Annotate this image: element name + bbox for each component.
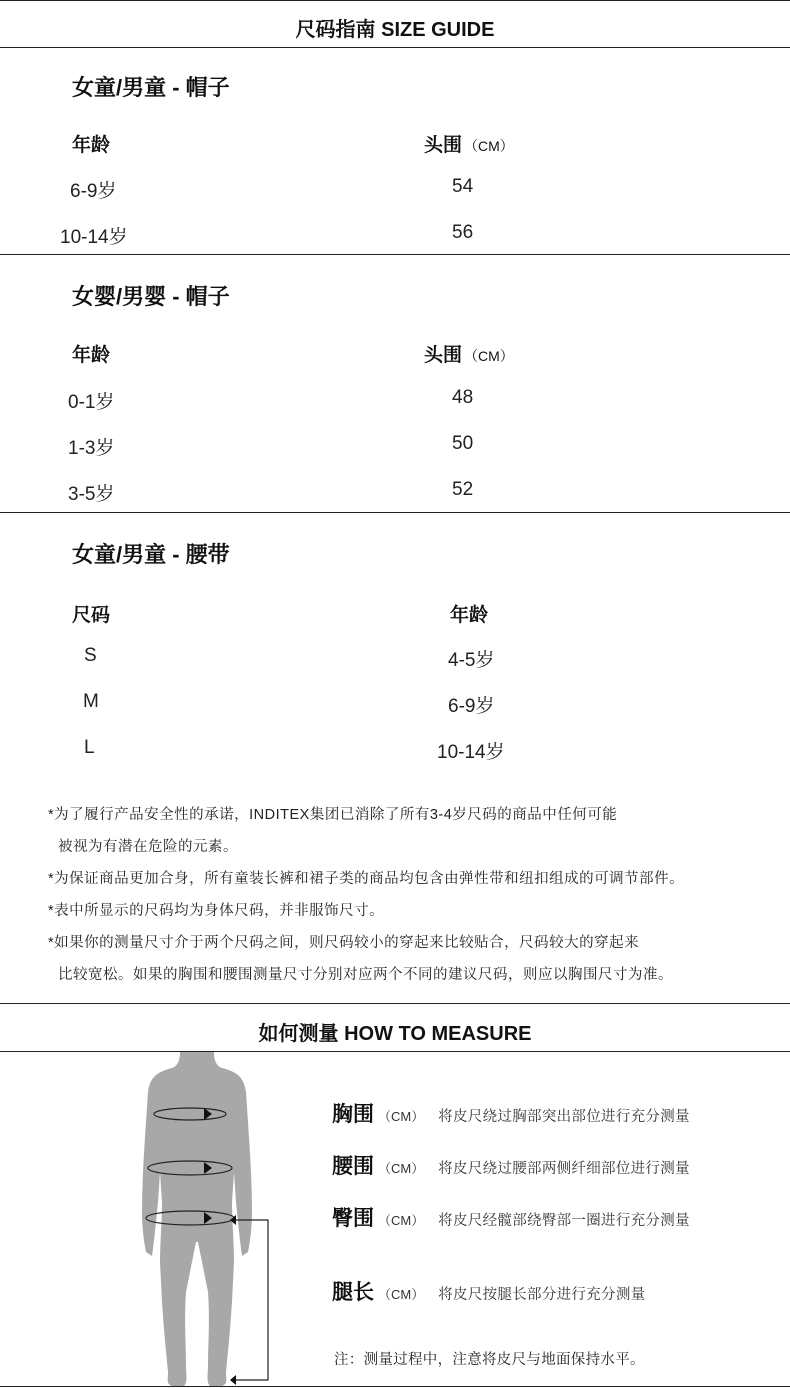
table-cell-size: S (84, 645, 97, 666)
table-cell-age: 4-5岁 (448, 650, 495, 671)
header-divider (0, 47, 790, 48)
section-divider (0, 512, 790, 513)
measure-desc: 将皮尺绕过胸部突出部位进行充分测量 (438, 1109, 690, 1125)
measure-unit: （CM） (378, 1213, 425, 1228)
measure-desc: 将皮尺经髋部绕臀部一圈进行充分测量 (438, 1213, 690, 1229)
table-cell-head: 52 (452, 479, 474, 500)
note-3: *表中所显示的尺码均为身体尺码，并非服饰尺寸。 (48, 903, 385, 919)
measure-desc: 将皮尺按腿长部分进行充分测量 (438, 1287, 646, 1303)
measure-unit: （CM） (378, 1161, 425, 1176)
table-cell-size: M (83, 691, 99, 712)
measure-name: 臀围 (332, 1207, 374, 1230)
how-to-measure-title: 如何测量 HOW TO MEASURE (258, 1023, 532, 1045)
measure-name: 腰围 (332, 1155, 374, 1178)
note-4-line-2: 比较宽松。如果的胸围和腰围测量尺寸分别对应两个不同的建议尺码，则应以胸围尺寸为准。 (58, 967, 673, 983)
section-divider (0, 254, 790, 255)
table-cell-age: 6-9岁 (70, 181, 117, 202)
unit-label: （CM） (464, 138, 514, 154)
table-cell-head: 48 (452, 387, 474, 408)
measure-footnote: 注：测量过程中，注意将皮尺与地面保持水平。 (334, 1352, 645, 1368)
table-cell-age: 10-14岁 (437, 742, 505, 763)
measure-unit: （CM） (378, 1109, 425, 1124)
table-cell-head: 50 (452, 433, 474, 454)
note-1-line-1: *为了履行产品安全性的承诺，INDITEX集团已消除了所有3-4岁尺码的商品中任何可能 (48, 807, 618, 823)
note-4-line-1: *如果你的测量尺寸介于两个尺码之间，则尺码较小的穿起来比较贴合，尺码较大的穿起来 (48, 935, 640, 951)
table-cell-size: L (84, 737, 95, 758)
baby-hats-head-header (424, 340, 514, 367)
measure-unit: （CM） (378, 1287, 425, 1302)
baby-hats-title: 女婴/男婴 - 帽子 (72, 284, 230, 309)
measure-desc: 将皮尺绕过腰部两侧纤细部位进行测量 (438, 1161, 690, 1177)
body-silhouette-icon (110, 1052, 280, 1388)
kids-hats-age-header: 年龄 (72, 135, 111, 156)
table-cell-age: 6-9岁 (448, 696, 495, 717)
head-label: 头围 (424, 135, 463, 156)
table-cell-age: 1-3岁 (68, 438, 115, 459)
kids-hats-title: 女童/男童 - 帽子 (72, 75, 230, 100)
measure-name: 腿长 (332, 1281, 374, 1304)
measure-top-divider (0, 1003, 790, 1004)
measure-leg (332, 1276, 645, 1306)
baby-hats-age-header: 年龄 (72, 345, 111, 366)
head-label: 头围 (424, 345, 463, 366)
size-guide-title: 尺码指南 SIZE GUIDE (295, 19, 495, 41)
measure-hip (332, 1202, 690, 1232)
kids-belts-age-header: 年龄 (450, 605, 489, 626)
bottom-divider (0, 1386, 790, 1387)
table-cell-head: 56 (452, 222, 474, 243)
top-divider (0, 0, 790, 1)
note-2: *为保证商品更加合身，所有童装长裤和裙子类的商品均包含由弹性带和纽扣组成的可调节部件。 (48, 871, 685, 887)
table-cell-age: 3-5岁 (68, 484, 115, 505)
kids-belts-size-header: 尺码 (72, 605, 111, 626)
notes-block (48, 804, 788, 996)
unit-label: （CM） (464, 348, 514, 364)
table-cell-head: 54 (452, 176, 474, 197)
table-cell-age: 10-14岁 (60, 227, 128, 248)
kids-belts-title: 女童/男童 - 腰带 (72, 542, 230, 567)
kids-hats-head-header (424, 130, 514, 157)
measure-name: 胸围 (332, 1103, 374, 1126)
measure-chest (332, 1098, 690, 1128)
table-cell-age: 0-1岁 (68, 392, 115, 413)
note-1-line-2: 被视为有潜在危险的元素。 (58, 839, 238, 855)
measure-waist (332, 1150, 690, 1180)
